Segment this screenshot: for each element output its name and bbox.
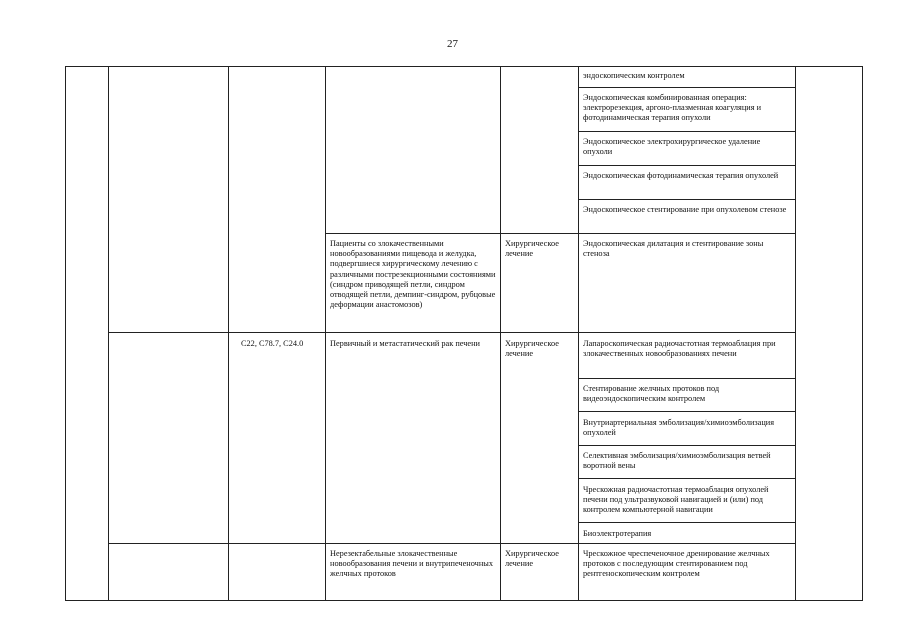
column-rule (108, 66, 109, 600)
row-divider (325, 233, 796, 234)
method-divider (578, 165, 796, 166)
treatment-type-cell: Хирургическое лечение (505, 339, 559, 359)
method-divider (578, 478, 796, 479)
row-divider (108, 543, 796, 544)
method-cell: Лапароскопическая радиочастотная термоаблация при злокачественных новообразованиях печени (583, 339, 776, 359)
method-divider (578, 411, 796, 412)
method-divider (578, 378, 796, 379)
patient-model-cell: Нерезектабельные злокачественные новообразования печени и внутрипеченочных желчных протоков (330, 549, 493, 579)
column-rule (500, 66, 501, 600)
patient-model-cell: Первичный и метастатический рак печени (330, 339, 481, 348)
method-cell: Внутриартериальная эмболизация/химиоэмболизация опухолей (583, 418, 775, 438)
method-cell: Чрескожная радиочастотная термоаблация опухолей печени под ультразвуковой навигацией и (или) под контролем компьютерной навигации (583, 485, 769, 515)
method-cell: Эндоскопическое электрохирургическое удаление опухоли (583, 137, 761, 157)
page-number: 27 (447, 38, 458, 50)
table-border-right (862, 66, 863, 600)
method-divider (578, 445, 796, 446)
method-divider (578, 131, 796, 132)
method-cell: эндоскопическим контролем (583, 71, 685, 80)
method-divider (578, 87, 796, 88)
method-cell: Биоэлектротерапия (583, 529, 652, 538)
treatment-type-cell: Хирургическое лечение (505, 549, 559, 569)
column-rule (228, 66, 229, 600)
column-rule (578, 66, 579, 600)
method-divider (578, 199, 796, 200)
patient-model-cell: Пациенты со злокачественными новообразованиями пищевода и желудка, подвергшиеся хирургическому лечению с различными пострезекционными состояниями (синдром приводящей петли, синдром отводящей петли, демпинг-синдром, рубцовые деформации анастомозов) (330, 239, 496, 310)
method-cell: Эндоскопическое стентирование при опухолевом стенозе (583, 205, 787, 214)
method-cell: Эндоскопическая фотодинамическая терапия опухолей (583, 171, 779, 180)
column-rule (795, 66, 796, 600)
method-cell: Чрескожное чреспеченочное дренирование желчных протоков с последующим стентированием под рентгеноскопическим контролем (583, 549, 770, 579)
method-cell: Эндоскопическая дилатация и стентирование зоны стеноза (583, 239, 764, 259)
column-rule (325, 66, 326, 600)
method-cell: Стентирование желчных протоков под видеоэндоскопическим контролем (583, 384, 720, 404)
method-cell: Селективная эмболизация/химиоэмболизация ветвей воротной вены (583, 451, 771, 471)
row-divider (108, 332, 796, 333)
method-cell: Эндоскопическая комбинированная операция: электрорезекция, аргоно-плазменная коагуляция и фотодинамическая терапия опухоли (583, 93, 762, 123)
table-border-top (65, 66, 863, 67)
treatment-type-cell: Хирургическое лечение (505, 239, 559, 259)
method-divider (578, 522, 796, 523)
icd-codes-cell: C22, C78.7, C24.0 (241, 339, 304, 348)
table-border-left (65, 66, 66, 600)
table-border-bottom (65, 600, 863, 601)
